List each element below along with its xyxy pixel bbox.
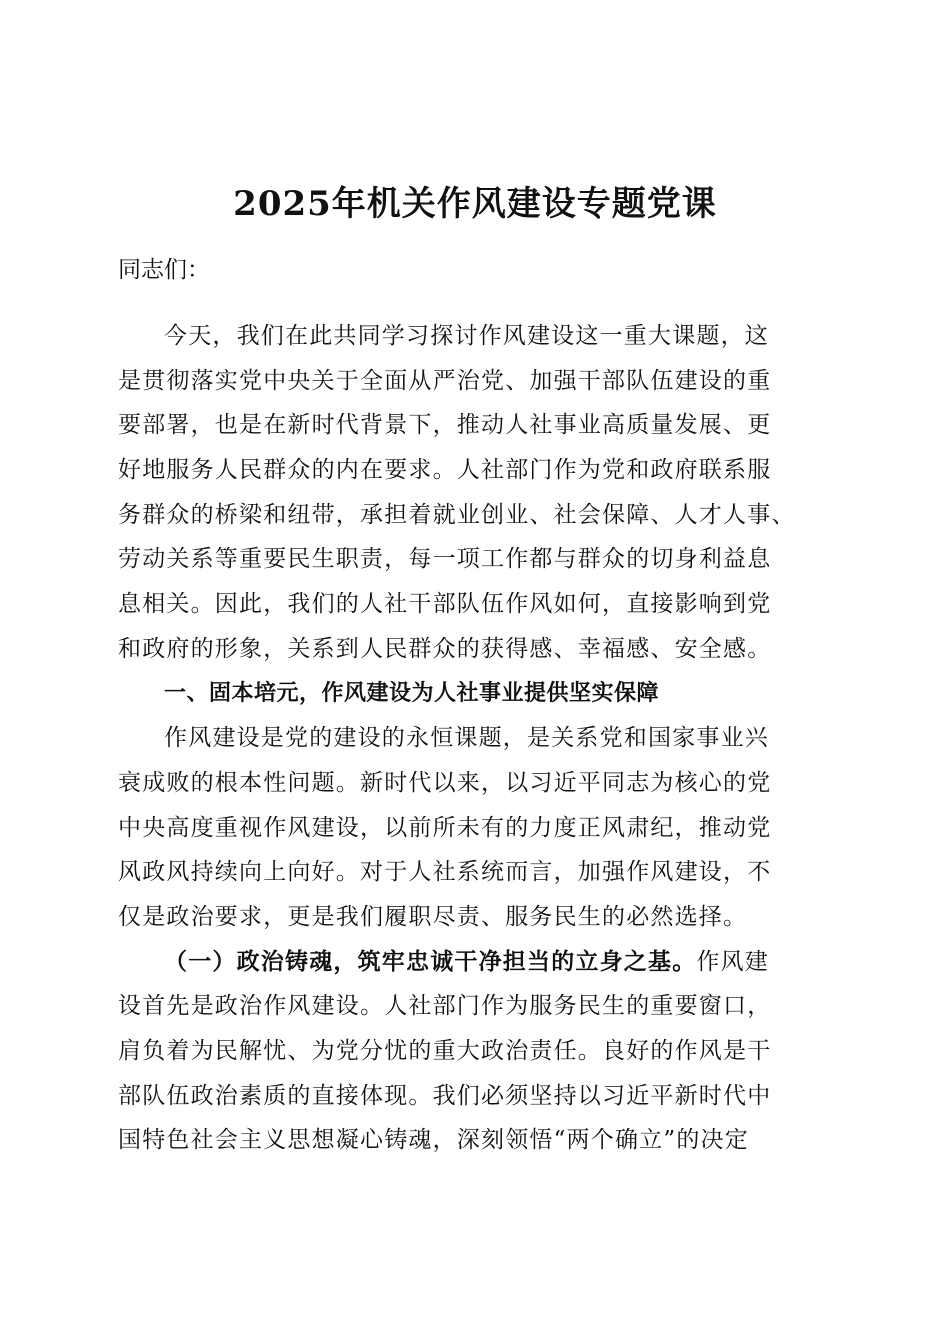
paragraph-line: 是贯彻落实党中央关于全面从严治党、加强干部队伍建设的重 <box>118 367 772 394</box>
paragraph-line: 中央高度重视作风建设，以前所未有的力度正风肃纪，推动党 <box>118 814 772 841</box>
section-heading-1: 一、固本培元，作风建设为人社事业提供坚实保障 <box>164 680 660 706</box>
salutation: 同志们： <box>118 257 210 283</box>
subsection-lead: （一）政治铸魂，筑牢忠诚干净担当的立身之基。 <box>164 947 697 975</box>
paragraph-text: 作风建 <box>696 948 770 975</box>
paragraph-line: 今天，我们在此共同学习探讨作风建设这一重大课题，这 <box>164 323 769 349</box>
paragraph-line: 肩负着为民解忧、为党分忧的重大政治责任。良好的作风是干 <box>118 1038 772 1064</box>
paragraph-line: 息相关。因此，我们的人社干部队伍作风如何，直接影响到党 <box>118 591 772 618</box>
paragraph-line: 要部署，也是在新时代背景下，推动人社事业高质量发展、更 <box>118 412 772 439</box>
paragraph-line: 仅是政治要求，更是我们履职尽责、服务民生的必然选择。 <box>118 903 748 930</box>
document-title: 2025年机关作风建设专题党课 <box>233 184 717 224</box>
paragraph-line: 好地服务人民群众的内在要求。人社部门作为党和政府联系服 <box>118 457 772 484</box>
paragraph-line: 部队伍政治素质的直接体现。我们必须坚持以习近平新时代中 <box>118 1082 772 1109</box>
paragraph-line: 劳动关系等重要民生职责，每一项工作都与群众的切身利益息 <box>118 546 772 573</box>
paragraph-line: 作风建设是党的建设的永恒课题，是关系党和国家事业兴 <box>164 725 769 752</box>
paragraph-intro <box>118 314 838 1163</box>
paragraph-line <box>118 940 838 985</box>
paragraph-line: 风政风持续向上向好。对于人社系统而言，加强作风建设，不 <box>118 859 772 886</box>
paragraph-line: 务群众的桥梁和纽带，承担着就业创业、社会保障、人才人事、 <box>118 501 796 528</box>
paragraph-line: 国特色社会主义思想凝心铸魂，深刻领悟“两个确立”的决定 <box>118 1127 749 1154</box>
paragraph-line: 设首先是政治作风建设。人社部门作为服务民生的重要窗口， <box>118 993 772 1020</box>
paragraph-line: 和政府的形象，关系到人民群众的获得感、幸福感、安全感。 <box>118 635 772 662</box>
paragraph-line: 衰成败的根本性问题。新时代以来，以习近平同志为核心的党 <box>118 769 772 796</box>
